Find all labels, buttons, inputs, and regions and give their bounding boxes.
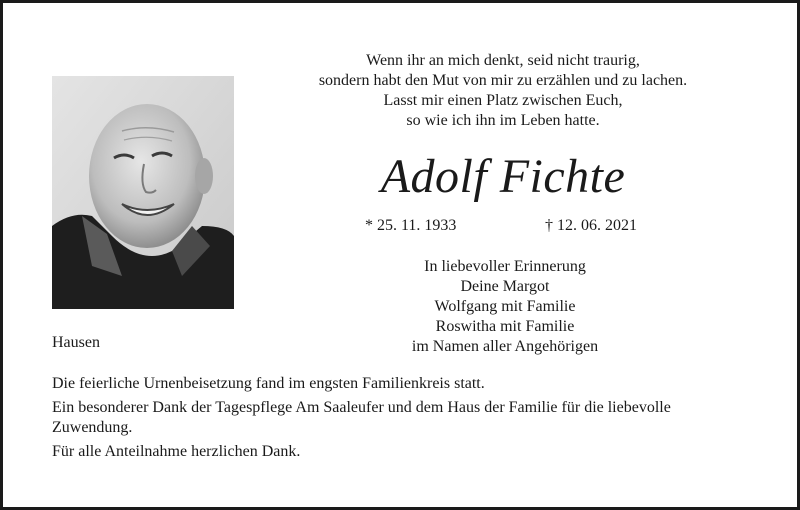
portrait-photo xyxy=(52,76,234,309)
mourner-line: Wolfgang mit Familie xyxy=(434,298,576,315)
mourner-line: Roswitha mit Familie xyxy=(435,318,575,335)
mourner-line: im Namen aller Angehörigen xyxy=(411,338,599,355)
closing-thanks: Für alle Anteilnahme herzlichen Dank. xyxy=(52,443,301,460)
poem-line: sondern habt den Mut von mir zu erzählen und zu lachen. xyxy=(318,72,688,89)
memorial-poem xyxy=(263,51,743,131)
deceased-name: Adolf Fichte xyxy=(380,150,626,203)
poem-line: so wie ich ihn im Leben hatte. xyxy=(406,112,600,129)
poem-line: Lasst mir einen Platz zwischen Euch, xyxy=(383,92,623,109)
notices xyxy=(52,374,742,466)
mourners-list xyxy=(305,257,705,357)
poem-line: Wenn ihr an mich denkt, seid nicht traurig, xyxy=(366,52,640,69)
birth-date: * 25. 11. 1933 xyxy=(365,217,457,234)
thanks-notice: Ein besonderer Dank der Tagespflege Am Saaleufer und dem Haus der Familie für die liebevolle Zuwendung. xyxy=(52,399,671,436)
mourner-line: Deine Margot xyxy=(460,278,550,295)
death-date: † 12. 06. 2021 xyxy=(545,217,637,234)
burial-notice: Die feierliche Urnenbeisetzung fand im engsten Familienkreis statt. xyxy=(52,375,485,392)
mourner-line: In liebevoller Erinnerung xyxy=(424,258,586,275)
place-of-residence: Hausen xyxy=(52,334,100,351)
